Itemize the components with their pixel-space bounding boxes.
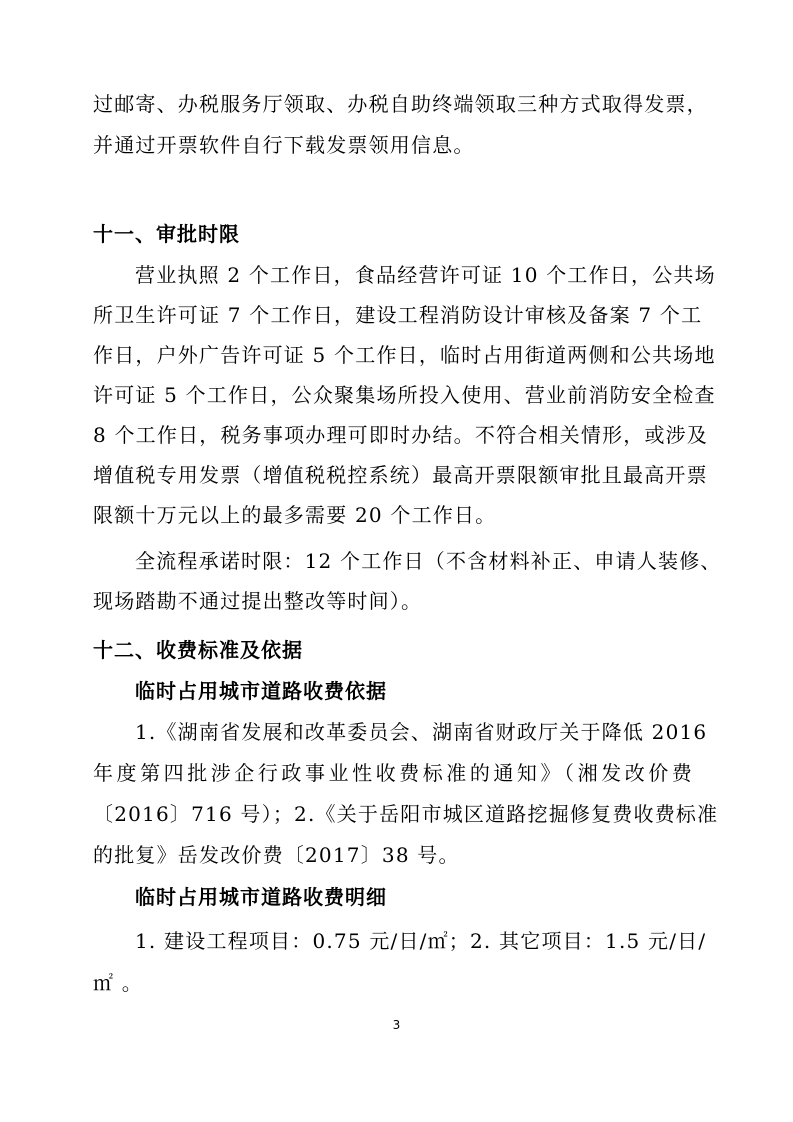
basis-line-1: 1.《湖南省发展和改革委员会、湖南省财政厅关于降低 2016 [135, 720, 708, 744]
intro-line-2: 并通过开票软件自行下载发票领用信息。 [93, 133, 475, 157]
section-12-subheading-basis: 临时占用城市道路收费依据 [135, 679, 387, 703]
section-11-para1-line-2: 所卫生许可证 7 个工作日，建设工程消防设计审核及备案 7 个工 [93, 303, 703, 327]
section-11-para1-line-3: 作日，户外广告许可证 5 个工作日，临时占用街道两侧和公共场地 [93, 343, 716, 367]
page-number: 3 [392, 1018, 401, 1032]
section-12-heading: 十二、收费标准及依据 [93, 638, 303, 662]
section-12-subheading-detail: 临时占用城市道路收费明细 [135, 885, 387, 909]
section-11-para1-line-7: 限额十万元以上的最多需要 20 个工作日。 [93, 503, 497, 527]
detail-line-1: 1. 建设工程项目：0.75 元/日/㎡；2. 其它项目：1.5 元/日/ [135, 929, 707, 953]
intro-line-1: 过邮寄、办税服务厅领取、办税自助终端领取三种方式取得发票， [93, 92, 708, 116]
section-11-para1-line-4: 许可证 5 个工作日，公众聚集场所投入使用、营业前消防安全检查 [93, 383, 716, 407]
section-11-para1-line-6: 增值税专用发票（增值税税控系统）最高开票限额审批且最高开票 [93, 463, 708, 487]
basis-line-3: 〔2016〕716 号）；2.《关于岳阳市城区道路挖掘修复费收费标准 [93, 802, 719, 826]
basis-line-2: 年度第四批涉企行政事业性收费标准的通知》（湘发改价费 [93, 761, 693, 785]
detail-line-2: ㎡ 。 [93, 971, 143, 995]
section-11-para2-line-2: 现场踏勘不通过提出整改等时间）。 [93, 589, 423, 613]
section-11-para1-line-1: 营业执照 2 个工作日，食品经营许可证 10 个工作日，公共场 [135, 263, 716, 287]
section-11-para1-line-5: 8 个工作日，税务事项办理可即时办结。不符合相关情形，或涉及 [93, 423, 709, 447]
section-11-heading: 十一、审批时限 [93, 222, 240, 246]
basis-line-4: 的批复》岳发改价费〔2017〕38 号。 [93, 843, 460, 867]
section-11-para2-line-1: 全流程承诺时限：12 个工作日（不含材料补正、申请人装修、 [135, 549, 722, 573]
